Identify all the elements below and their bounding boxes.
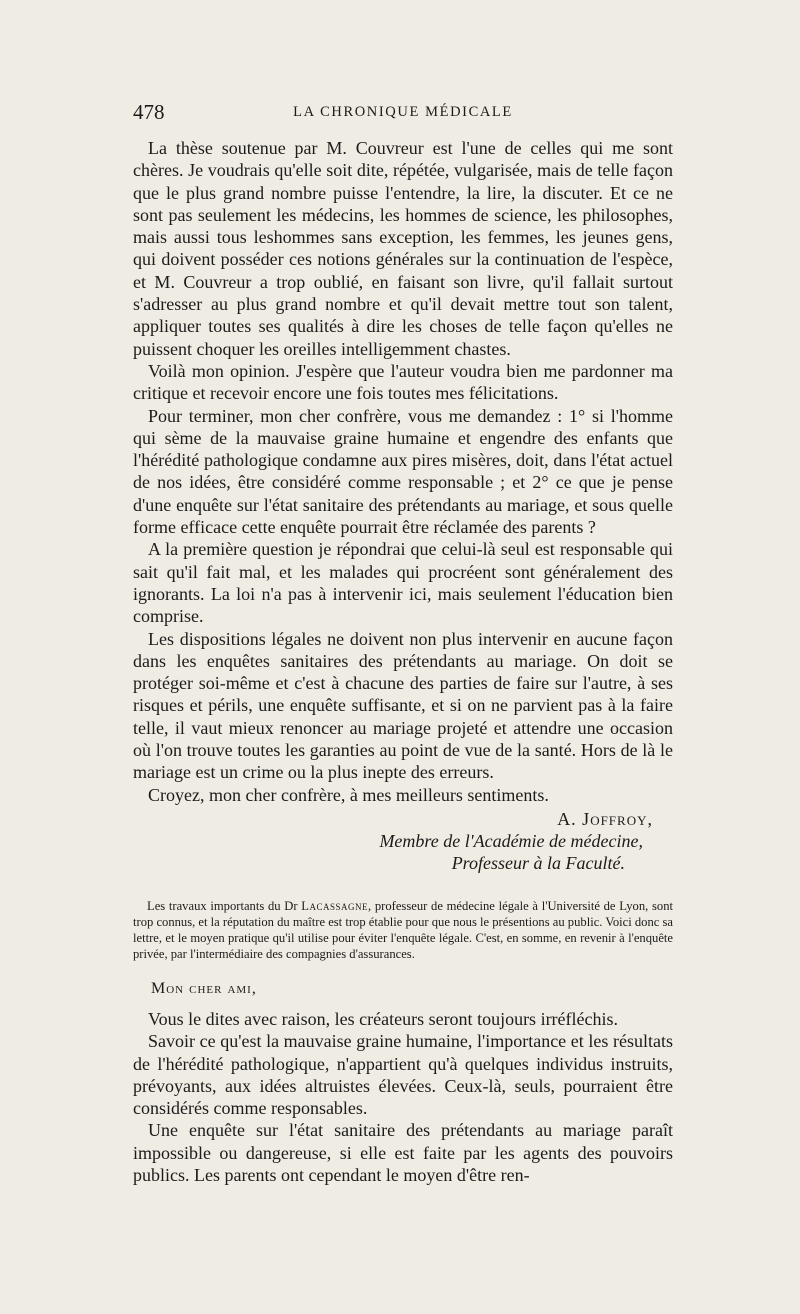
- signature-name: A. Joffroy,: [557, 808, 653, 829]
- running-title: LA CHRONIQUE MÉDICALE: [293, 104, 513, 120]
- closing-line: Croyez, mon cher confrère, à mes meilleurs sentiments.: [148, 784, 549, 805]
- paragraph: Pour terminer, mon cher confrère, vous me demandez : 1° si l'homme qui sème de la mauvaise graine humaine et engendre des enfants que l'hérédité pathologique condamne aux pires misères, doit, dans l'état actuel de nos idées, être considéré comme responsable ; et 2° ce que je pense d'une enquête sur l'état sanitaire des prétendants au mariage, et sous quelle forme efficace cette enquête pourrait être réclamée des parents ?: [133, 405, 673, 538]
- page-header: [133, 100, 673, 130]
- signature-role: Professeur à la Faculté.: [451, 852, 625, 873]
- note-text: Les travaux importants du Dr: [147, 898, 302, 913]
- signature-block: [133, 808, 673, 874]
- paragraph: La thèse soutenue par M. Couvreur est l'une de celles qui me sont chères. Je voudrais qu'elle soit dite, répétée, vulgarisée, mais de telle façon que le plus grand nombre puisse l'entendre, la lire, la discuter. Et ce ne sont pas seulement les médecins, les hommes de science, les philosophes, mais aussi tous leshommes sans exception, les femmes, les jeunes gens, qui doivent posséder ces notions générales sur la continuation de l'espèce, et M. Couvreur a trop oublié, en faisant son livre, qu'il fallait surtout s'adresser au plus grand nombre et qu'il devait mettre tout son talent, appliquer toutes ses qualités à dire les choses de telle façon qu'elles ne puissent choquer les oreilles intelligemment chastes.: [133, 138, 673, 359]
- letter-salutation: Mon cher ami,: [151, 979, 257, 997]
- note-text: , professeur de médecine légale à l'Université de Lyon, sont trop connus, et la réputation du maître est trop établie pour que nous le présentions au public. Voici donc sa lettre, et le moyen pratique qu'il utilise pour éviter l'enquête légale. C'est, en somme, en revenir à l'enquête privée, par l'intermédiaire des compagnies d'assurances.: [133, 898, 673, 961]
- editorial-note: [133, 898, 673, 962]
- page-body: [133, 137, 673, 1186]
- page-number: 478: [133, 100, 165, 124]
- paragraph: Les dispositions légales ne doivent non plus intervenir en aucune façon dans les enquêtes sanitaires des prétendants au mariage. On doit se protéger soi-même et c'est à chacune des parties de faire sur l'autre, à ses risques et périls, une enquête suffisante, et si on ne parvient pas à la faire telle, il vaut mieux renoncer au mariage projeté et attendre une occasion où l'on trouve toutes les garanties au point de vue de la santé. Hors de là le mariage est un crime ou la plus inepte des erreurs.: [133, 628, 673, 783]
- note-name: Lacassagne: [301, 898, 368, 913]
- letter-paragraph: Une enquête sur l'état sanitaire des prétendants au mariage paraît impossible ou dangereuse, si elle est faite par les agents des pouvoirs publics. Les parents ont cependant le moyen d'être ren-: [133, 1120, 673, 1185]
- letter-paragraph: Vous le dites avec raison, les créateurs seront toujours irréfléchis.: [148, 1008, 619, 1029]
- signature-role: Membre de l'Académie de médecine,: [379, 830, 643, 851]
- paragraph: Voilà mon opinion. J'espère que l'auteur voudra bien me pardonner ma critique et recevoir encore une fois toutes mes félicitations.: [133, 360, 673, 404]
- letter-paragraph: Savoir ce qu'est la mauvaise graine humaine, l'importance et les résultats de l'hérédité pathologique, n'appartient qu'à quelques individus instruits, prévoyants, aux idées altruistes élevées. Ceux-là, seuls, pourraient être considérés comme responsables.: [133, 1031, 673, 1119]
- paragraph: A la première question je répondrai que celui-là seul est responsable qui sait qu'il fait mal, et les malades qui procréent sont généralement des ignorants. La loi n'a pas à intervenir ici, mais seulement l'éducation bien comprise.: [133, 539, 673, 627]
